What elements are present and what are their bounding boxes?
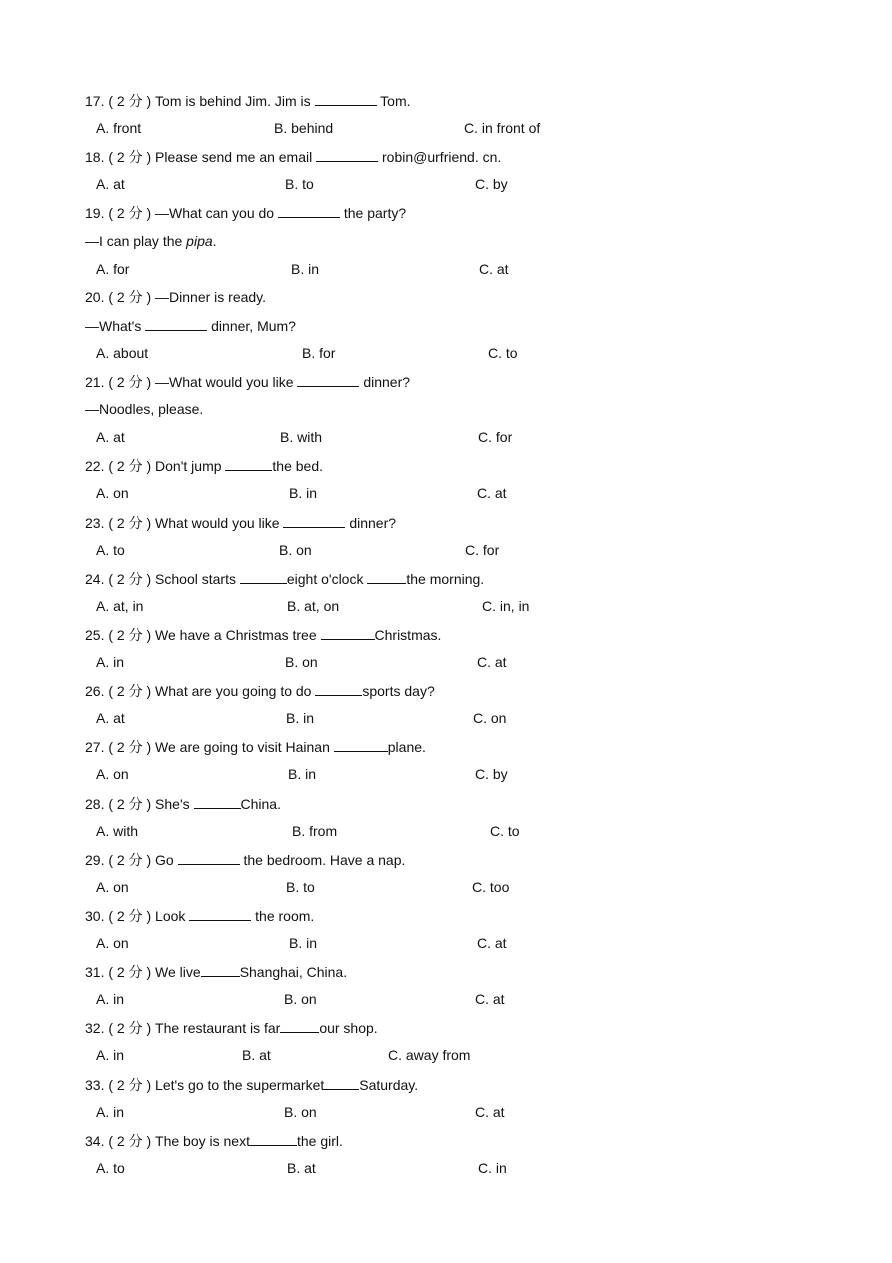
option-c[interactable]: C. on [473, 710, 507, 727]
question-score: ( 2 分 ) [108, 1076, 152, 1093]
question-number: 29. [85, 851, 109, 868]
question-score: ( 2 分 ) [108, 683, 152, 700]
question-number: 27. [85, 739, 109, 756]
option-b[interactable]: B. in [286, 710, 315, 727]
question-text: sports day? [362, 683, 435, 700]
option-b[interactable]: B. from [292, 822, 338, 839]
option-b[interactable]: B. on [285, 654, 318, 670]
question-text: We live [155, 964, 201, 981]
option-a[interactable]: A. about [96, 344, 149, 361]
answer-options [96, 484, 796, 502]
question-text: the morning. [406, 570, 485, 587]
option-b[interactable]: B. in [288, 766, 317, 783]
reply-text: dinner, Mum? [207, 317, 296, 334]
question-score: ( 2 分 ) [108, 964, 152, 981]
option-a[interactable]: A. on [96, 935, 129, 951]
option-a[interactable]: A. front [96, 120, 142, 137]
option-b[interactable]: B. in [289, 485, 318, 502]
answer-blank[interactable] [189, 906, 251, 921]
question-text: China. [240, 795, 281, 812]
question-number: 31. [85, 964, 109, 981]
answer-options [96, 119, 796, 137]
question-28 [85, 794, 281, 813]
question-21 [85, 372, 410, 391]
question-24 [85, 569, 484, 588]
question-text: Let's go to the supermarket [155, 1076, 325, 1093]
option-a[interactable]: A. at [96, 710, 125, 727]
answer-options [96, 344, 796, 362]
option-b[interactable]: B. behind [274, 120, 334, 137]
question-text: —What can you do [155, 205, 278, 222]
dialogue-reply [85, 232, 217, 250]
reply-text: —Noodles, please. [85, 401, 204, 418]
question-score: ( 2 分 ) [108, 739, 152, 756]
question-score: ( 2 分 ) [108, 570, 152, 587]
answer-options [96, 175, 796, 193]
dialogue-reply [85, 316, 296, 335]
answer-options [96, 709, 796, 727]
question-23 [85, 513, 396, 532]
question-text: She's [155, 795, 194, 812]
option-a[interactable]: A. at [96, 429, 125, 446]
answer-options [96, 1046, 796, 1064]
question-score: ( 2 分 ) [108, 458, 152, 475]
answer-options [96, 653, 796, 671]
option-a[interactable]: A. on [96, 878, 129, 895]
option-a[interactable]: A. in [96, 1103, 125, 1120]
answer-blank[interactable] [240, 569, 287, 584]
answer-options [96, 428, 796, 446]
question-26 [85, 681, 435, 700]
question-score: ( 2 分 ) [108, 626, 152, 643]
question-text: What would you like [155, 514, 284, 531]
question-text: the girl. [296, 1132, 343, 1149]
question-20 [85, 288, 266, 306]
option-c[interactable]: C. at [475, 991, 505, 1008]
question-18 [85, 147, 501, 166]
answer-options [96, 1103, 796, 1121]
question-number: 24. [85, 570, 109, 587]
option-b[interactable]: B. on [279, 541, 312, 558]
question-text: The restaurant is far [155, 1020, 281, 1037]
question-33 [85, 1075, 418, 1094]
question-31 [85, 962, 347, 981]
answer-blank[interactable] [315, 681, 362, 696]
question-score: ( 2 分 ) [108, 851, 152, 868]
question-text: Please send me an email [155, 149, 317, 166]
answer-blank[interactable] [297, 372, 359, 387]
dialogue-reply [85, 400, 203, 418]
option-a[interactable]: A. at [96, 176, 125, 193]
option-b[interactable]: B. to [286, 878, 315, 895]
question-22 [85, 456, 323, 475]
option-b[interactable]: B. on [284, 1103, 317, 1120]
question-text: Go [155, 851, 178, 868]
option-b[interactable]: B. at [242, 1047, 271, 1064]
question-number: 28. [85, 795, 109, 812]
option-c[interactable]: C. for [478, 429, 513, 446]
question-number: 23. [85, 514, 109, 531]
option-b[interactable]: B. to [285, 176, 314, 193]
reply-text: . [212, 232, 217, 249]
question-text: The boy is next [155, 1132, 250, 1149]
question-score: ( 2 分 ) [108, 1132, 152, 1149]
option-c[interactable]: C. by [475, 766, 508, 783]
question-text: Shanghai, China. [239, 964, 348, 981]
question-number: 17. [85, 93, 109, 109]
question-text: dinner? [359, 374, 411, 390]
answer-blank[interactable] [321, 625, 375, 640]
option-c[interactable]: C. at [479, 260, 509, 277]
answer-options [96, 1159, 796, 1177]
question-score: ( 2 分 ) [108, 795, 152, 812]
answer-options [96, 934, 796, 952]
answer-blank[interactable] [334, 737, 388, 752]
option-a[interactable]: A. on [96, 766, 129, 783]
answer-blank[interactable] [225, 456, 272, 471]
answer-options [96, 765, 796, 783]
option-a[interactable]: A. to [96, 1159, 125, 1176]
answer-blank[interactable] [278, 203, 340, 218]
answer-blank[interactable] [367, 569, 406, 584]
option-c[interactable]: C. at [477, 935, 507, 951]
option-a[interactable]: A. at, in [96, 597, 144, 614]
option-c[interactable]: C. at [475, 1103, 505, 1120]
option-c[interactable]: C. too [472, 878, 510, 895]
option-a[interactable]: A. in [96, 1047, 125, 1064]
question-text: Tom is behind Jim. Jim is [155, 93, 315, 109]
question-text: Saturday. [359, 1076, 419, 1093]
question-text: the bedroom. Have a nap. [239, 851, 406, 868]
option-b[interactable]: B. for [302, 344, 336, 361]
option-a[interactable]: A. in [96, 654, 125, 670]
question-score: ( 2 分 ) [108, 205, 152, 222]
option-c[interactable]: C. by [475, 176, 508, 193]
question-text: —What would you like [155, 374, 298, 390]
question-text: eight o'clock [286, 570, 368, 587]
answer-blank[interactable] [201, 962, 240, 977]
question-text: We have a Christmas tree [155, 626, 321, 643]
answer-blank[interactable] [324, 1075, 359, 1090]
question-number: 19. [85, 205, 109, 222]
question-number: 33. [85, 1076, 109, 1093]
question-text: the bed. [272, 458, 324, 475]
question-text: We are going to visit Hainan [155, 739, 334, 756]
option-c[interactable]: C. in, in [482, 597, 530, 614]
answer-options [96, 990, 796, 1008]
question-score: ( 2 分 ) [108, 149, 152, 166]
option-a[interactable]: A. with [96, 822, 139, 839]
question-25 [85, 625, 441, 644]
option-b[interactable]: B. at, on [287, 597, 340, 614]
answer-blank[interactable] [283, 513, 345, 528]
answer-options [96, 541, 796, 559]
option-c[interactable]: C. at [477, 485, 507, 502]
option-b[interactable]: B. on [284, 991, 317, 1008]
question-number: 22. [85, 458, 109, 475]
answer-options [96, 597, 796, 615]
option-a[interactable]: A. on [96, 485, 129, 502]
answer-options [96, 878, 796, 896]
question-32 [85, 1018, 378, 1037]
question-number: 34. [85, 1132, 109, 1149]
question-score: ( 2 分 ) [108, 514, 152, 531]
answer-blank[interactable] [250, 1131, 297, 1146]
reply-emphasis: pipa [186, 232, 213, 249]
answer-blank[interactable] [280, 1018, 319, 1033]
question-score: ( 2 分 ) [108, 1020, 152, 1037]
option-c[interactable]: C. away from [388, 1047, 471, 1064]
question-text: dinner? [345, 514, 397, 531]
question-number: 20. [85, 288, 109, 305]
option-a[interactable]: A. in [96, 991, 125, 1008]
answer-blank[interactable] [194, 794, 241, 809]
answer-blank[interactable] [145, 316, 207, 331]
answer-blank[interactable] [315, 91, 377, 106]
option-b[interactable]: B. in [291, 260, 320, 277]
question-text: our shop. [319, 1020, 378, 1037]
question-number: 18. [85, 149, 109, 166]
question-text: Christmas. [374, 626, 442, 643]
question-number: 26. [85, 683, 109, 700]
question-number: 21. [85, 374, 109, 390]
option-c[interactable]: C. to [488, 344, 518, 361]
option-c[interactable]: C. in [478, 1159, 507, 1176]
question-text: Tom. [376, 93, 411, 109]
reply-text: —I can play the [85, 232, 187, 249]
question-score: ( 2 分 ) [108, 374, 152, 390]
option-b[interactable]: B. with [280, 429, 323, 446]
answer-blank[interactable] [178, 850, 240, 865]
option-c[interactable]: C. for [465, 541, 500, 558]
question-text: School starts [155, 570, 240, 587]
question-text: —Dinner is ready. [155, 288, 267, 305]
option-a[interactable]: A. for [96, 260, 130, 277]
option-c[interactable]: C. in front of [464, 120, 541, 137]
question-30 [85, 906, 314, 925]
question-text: Don't jump [155, 458, 226, 475]
option-c[interactable]: C. at [477, 654, 507, 670]
option-a[interactable]: A. to [96, 541, 125, 558]
question-text: the room. [251, 907, 315, 924]
question-34 [85, 1131, 343, 1150]
question-27 [85, 737, 426, 756]
option-b[interactable]: B. in [289, 935, 318, 951]
option-c[interactable]: C. to [490, 822, 520, 839]
question-19 [85, 203, 406, 222]
question-score: ( 2 分 ) [108, 907, 152, 924]
question-number: 32. [85, 1020, 109, 1037]
option-b[interactable]: B. at [287, 1159, 316, 1176]
answer-options [96, 822, 796, 840]
question-29 [85, 850, 405, 869]
answer-blank[interactable] [316, 147, 378, 162]
reply-text: —What's [85, 317, 146, 334]
question-text: robin@urfriend. cn. [378, 149, 502, 166]
question-text: plane. [387, 739, 426, 756]
question-text: the party? [339, 205, 407, 222]
question-text: What are you going to do [155, 683, 316, 700]
question-17 [85, 91, 411, 110]
question-score: ( 2 分 ) [108, 288, 152, 305]
question-number: 30. [85, 907, 109, 924]
question-number: 25. [85, 626, 109, 643]
question-text: Look [155, 907, 190, 924]
answer-options [96, 260, 796, 278]
question-score: ( 2 分 ) [108, 93, 152, 109]
